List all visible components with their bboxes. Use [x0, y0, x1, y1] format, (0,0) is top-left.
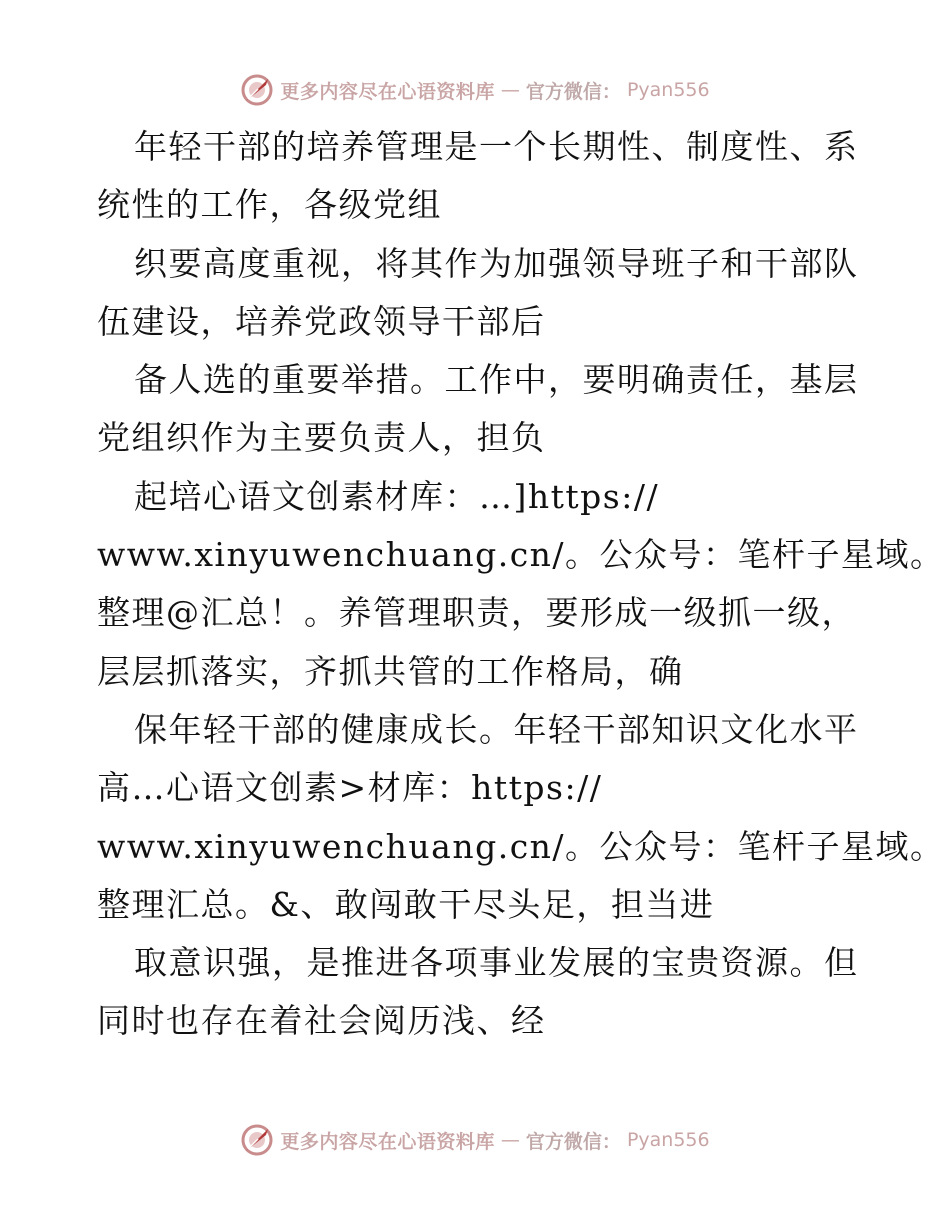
header-wechat-label: 官方微信：	[525, 80, 621, 103]
header-banner-dash: —	[500, 79, 520, 101]
quill-logo-icon	[240, 73, 274, 107]
body-line: 年轻干部的培养管理是一个长期性、制度性、系	[134, 127, 859, 166]
body-line: www.xinyuwenchuang.cn/。公众号：笔杆子星域。	[97, 535, 945, 575]
footer-wechat-label: 官方微信：	[525, 1130, 621, 1153]
body-line: 党组织作为主要负责人，担负	[97, 418, 546, 458]
body-line: 伍建设，培养党政领导干部后	[97, 301, 546, 341]
footer-banner-text: 更多内容尽在心语资料库	[280, 1130, 495, 1153]
body-line: 取意识强，是推进各项事业发展的宝贵资源。但	[134, 943, 859, 983]
header-wechat-account: Pyan556	[626, 79, 710, 101]
body-line: 备人选的重要举措。工作中，要明确责任，基层	[134, 360, 859, 400]
body-line: 整理汇总。&、敢闯敢干尽头足，担当进	[97, 884, 715, 924]
body-line: 整理@汇总！。养管理职责，要形成一级抓一级，	[97, 593, 856, 633]
header-watermark-banner	[0, 68, 950, 112]
quill-logo-icon	[240, 1123, 274, 1157]
footer-watermark-banner	[0, 1118, 950, 1162]
header-banner-text: 更多内容尽在心语资料库	[280, 80, 495, 103]
body-line: 保年轻干部的健康成长。年轻干部知识文化水平	[134, 709, 859, 749]
body-line: 起培心语文创素材库：…]https://	[134, 476, 660, 516]
footer-wechat-account: Pyan556	[626, 1129, 710, 1151]
document-body	[97, 118, 945, 1051]
body-line: 同时也存在着社会阅历浅、经	[97, 1001, 546, 1041]
body-line: 高…心语文创素>材库：https://	[97, 768, 603, 808]
body-line: www.xinyuwenchuang.cn/。公众号：笔杆子星域。	[97, 826, 945, 866]
body-line: 织要高度重视，将其作为加强领导班子和干部队	[134, 243, 859, 283]
footer-banner-dash: —	[500, 1129, 520, 1151]
body-line: 统性的工作，各级党组	[97, 185, 442, 225]
body-line: 层层抓落实，齐抓共管的工作格局，确	[97, 651, 684, 691]
